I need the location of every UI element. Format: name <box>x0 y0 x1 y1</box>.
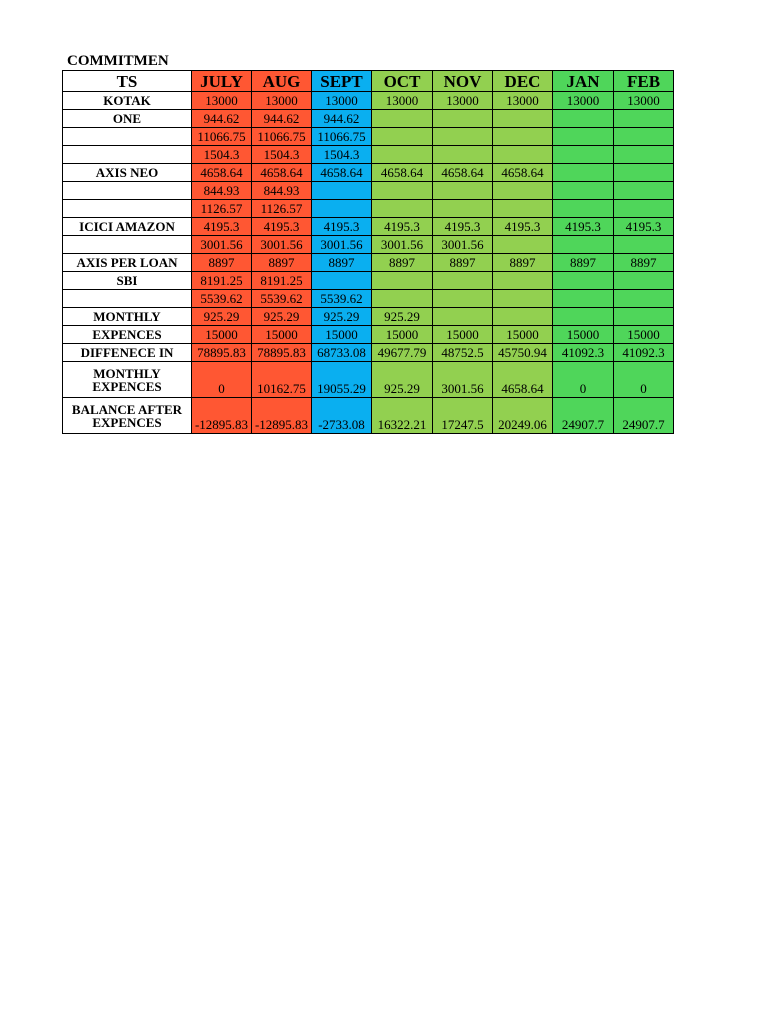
cell <box>433 128 493 146</box>
cell: 8191.25 <box>252 272 312 290</box>
table-row <box>63 110 674 128</box>
cell: 16322.21 <box>372 398 433 434</box>
cell: 1504.3 <box>252 146 312 164</box>
row-label <box>63 236 192 254</box>
cell: 13000 <box>312 92 372 110</box>
cell: 17247.5 <box>433 398 493 434</box>
cell: 0 <box>614 362 674 398</box>
row-label: MONTHLY <box>63 308 192 326</box>
cell: 1126.57 <box>192 200 252 218</box>
row-label: ONE <box>63 110 192 128</box>
row-label: EXPENCES <box>63 326 192 344</box>
cell: 3001.56 <box>252 236 312 254</box>
table-row <box>63 308 674 326</box>
cell: 19055.29 <box>312 362 372 398</box>
cell <box>372 146 433 164</box>
cell <box>312 272 372 290</box>
cell: 41092.3 <box>553 344 614 362</box>
cell <box>553 182 614 200</box>
cell: 49677.79 <box>372 344 433 362</box>
cell: 944.62 <box>252 110 312 128</box>
row-label <box>63 200 192 218</box>
cell <box>493 236 553 254</box>
cell: 15000 <box>192 326 252 344</box>
cell <box>312 182 372 200</box>
cell: 15000 <box>372 326 433 344</box>
cell: 15000 <box>433 326 493 344</box>
cell: 10162.75 <box>252 362 312 398</box>
cell: 13000 <box>493 92 553 110</box>
table-row <box>63 128 674 146</box>
cell: 944.62 <box>192 110 252 128</box>
cell: 3001.56 <box>192 236 252 254</box>
cell: 15000 <box>553 326 614 344</box>
cell: 13000 <box>553 92 614 110</box>
cell <box>372 290 433 308</box>
sheet-title: COMMITMEN <box>67 53 169 69</box>
month-header-jan: JAN <box>553 71 614 92</box>
cell: 15000 <box>614 326 674 344</box>
table-row <box>63 254 674 272</box>
table-row <box>63 398 674 434</box>
cell: -2733.08 <box>312 398 372 434</box>
cell: 3001.56 <box>433 362 493 398</box>
cell: 925.29 <box>372 362 433 398</box>
cell: 1504.3 <box>312 146 372 164</box>
header-label: TS <box>63 71 192 92</box>
cell <box>614 128 674 146</box>
balance-label <box>63 398 192 434</box>
table-row <box>63 344 674 362</box>
cell: 3001.56 <box>372 236 433 254</box>
cell: 925.29 <box>252 308 312 326</box>
cell <box>493 182 553 200</box>
cell <box>553 164 614 182</box>
cell: 0 <box>192 362 252 398</box>
cell: 24907.7 <box>553 398 614 434</box>
label-line: MONTHLY <box>93 365 161 381</box>
cell: 4658.64 <box>493 362 553 398</box>
cell: 8191.25 <box>192 272 252 290</box>
cell: 4195.3 <box>614 218 674 236</box>
table-row <box>63 200 674 218</box>
cell: 8897 <box>493 254 553 272</box>
label-line: EXPENCES <box>92 414 162 430</box>
cell: 48752.5 <box>433 344 493 362</box>
label-line: BALANCE AFTER <box>71 401 183 417</box>
cell <box>553 146 614 164</box>
cell <box>553 128 614 146</box>
label-line: EXPENCES <box>92 378 162 394</box>
cell: 4658.64 <box>433 164 493 182</box>
cell: 13000 <box>433 92 493 110</box>
month-header-july: JULY <box>192 71 252 92</box>
cell: 4195.3 <box>312 218 372 236</box>
cell: 4195.3 <box>192 218 252 236</box>
table-row <box>63 272 674 290</box>
row-label: SBI <box>63 272 192 290</box>
cell <box>433 110 493 128</box>
row-label: ICICI AMAZON <box>63 218 192 236</box>
cell: 3001.56 <box>433 236 493 254</box>
cell <box>553 290 614 308</box>
commitments-table <box>62 70 674 434</box>
cell: -12895.83 <box>192 398 252 434</box>
table-row <box>63 218 674 236</box>
cell: 3001.56 <box>312 236 372 254</box>
cell: 4195.3 <box>372 218 433 236</box>
cell: 1126.57 <box>252 200 312 218</box>
cell <box>433 272 493 290</box>
cell <box>553 236 614 254</box>
cell: 4658.64 <box>493 164 553 182</box>
cell: 24907.7 <box>614 398 674 434</box>
table-row <box>63 362 674 398</box>
cell: 0 <box>553 362 614 398</box>
cell: 20249.06 <box>493 398 553 434</box>
row-label: KOTAK <box>63 92 192 110</box>
cell <box>493 110 553 128</box>
cell: 4658.64 <box>252 164 312 182</box>
cell <box>614 290 674 308</box>
table-row <box>63 290 674 308</box>
cell <box>614 236 674 254</box>
cell: 4658.64 <box>192 164 252 182</box>
cell <box>493 290 553 308</box>
cell: 15000 <box>493 326 553 344</box>
cell <box>614 146 674 164</box>
cell: 5539.62 <box>312 290 372 308</box>
cell <box>614 200 674 218</box>
monthly_expences-label <box>63 362 192 398</box>
cell: 8897 <box>433 254 493 272</box>
month-header-aug: AUG <box>252 71 312 92</box>
cell: 8897 <box>192 254 252 272</box>
cell <box>553 272 614 290</box>
cell: 78895.83 <box>252 344 312 362</box>
month-header-nov: NOV <box>433 71 493 92</box>
cell <box>372 272 433 290</box>
cell: 4658.64 <box>372 164 433 182</box>
cell: 68733.08 <box>312 344 372 362</box>
cell: 11066.75 <box>312 128 372 146</box>
cell: 45750.94 <box>493 344 553 362</box>
cell <box>493 200 553 218</box>
month-header-dec: DEC <box>493 71 553 92</box>
cell: 8897 <box>553 254 614 272</box>
cell: 944.62 <box>312 110 372 128</box>
cell <box>372 182 433 200</box>
cell <box>493 128 553 146</box>
cell <box>372 128 433 146</box>
cell <box>433 182 493 200</box>
row-label: DIFFENECE IN <box>63 344 192 362</box>
cell: 13000 <box>192 92 252 110</box>
cell: 13000 <box>252 92 312 110</box>
cell: -12895.83 <box>252 398 312 434</box>
cell <box>493 308 553 326</box>
table-row <box>63 326 674 344</box>
cell: 8897 <box>312 254 372 272</box>
table-row <box>63 236 674 254</box>
cell <box>312 200 372 218</box>
cell: 925.29 <box>312 308 372 326</box>
cell: 8897 <box>372 254 433 272</box>
cell: 4658.64 <box>312 164 372 182</box>
cell: 15000 <box>312 326 372 344</box>
cell: 15000 <box>252 326 312 344</box>
cell: 78895.83 <box>192 344 252 362</box>
cell: 13000 <box>614 92 674 110</box>
cell: 1504.3 <box>192 146 252 164</box>
cell: 844.93 <box>192 182 252 200</box>
cell <box>433 146 493 164</box>
cell: 925.29 <box>372 308 433 326</box>
month-header-sept: SEPT <box>312 71 372 92</box>
cell <box>372 110 433 128</box>
row-label <box>63 146 192 164</box>
month-header-oct: OCT <box>372 71 433 92</box>
cell: 4195.3 <box>433 218 493 236</box>
cell: 4195.3 <box>553 218 614 236</box>
cell: 41092.3 <box>614 344 674 362</box>
cell: 13000 <box>372 92 433 110</box>
cell <box>614 308 674 326</box>
table-row <box>63 164 674 182</box>
cell: 844.93 <box>252 182 312 200</box>
cell: 8897 <box>614 254 674 272</box>
cell: 4195.3 <box>252 218 312 236</box>
row-label: AXIS NEO <box>63 164 192 182</box>
cell: 5539.62 <box>192 290 252 308</box>
cell <box>614 164 674 182</box>
cell: 11066.75 <box>252 128 312 146</box>
cell: 8897 <box>252 254 312 272</box>
cell <box>553 110 614 128</box>
month-header-feb: FEB <box>614 71 674 92</box>
cell <box>614 110 674 128</box>
cell <box>493 146 553 164</box>
cell <box>614 182 674 200</box>
cell <box>372 200 433 218</box>
cell: 4195.3 <box>493 218 553 236</box>
cell <box>553 308 614 326</box>
row-label <box>63 128 192 146</box>
table-row <box>63 182 674 200</box>
cell: 5539.62 <box>252 290 312 308</box>
cell: 11066.75 <box>192 128 252 146</box>
table-row <box>63 92 674 110</box>
cell <box>433 308 493 326</box>
row-label <box>63 182 192 200</box>
cell <box>433 200 493 218</box>
cell <box>433 290 493 308</box>
cell <box>614 272 674 290</box>
row-label <box>63 290 192 308</box>
row-label: AXIS PER LOAN <box>63 254 192 272</box>
cell <box>553 200 614 218</box>
cell <box>493 272 553 290</box>
table-row <box>63 146 674 164</box>
cell: 925.29 <box>192 308 252 326</box>
